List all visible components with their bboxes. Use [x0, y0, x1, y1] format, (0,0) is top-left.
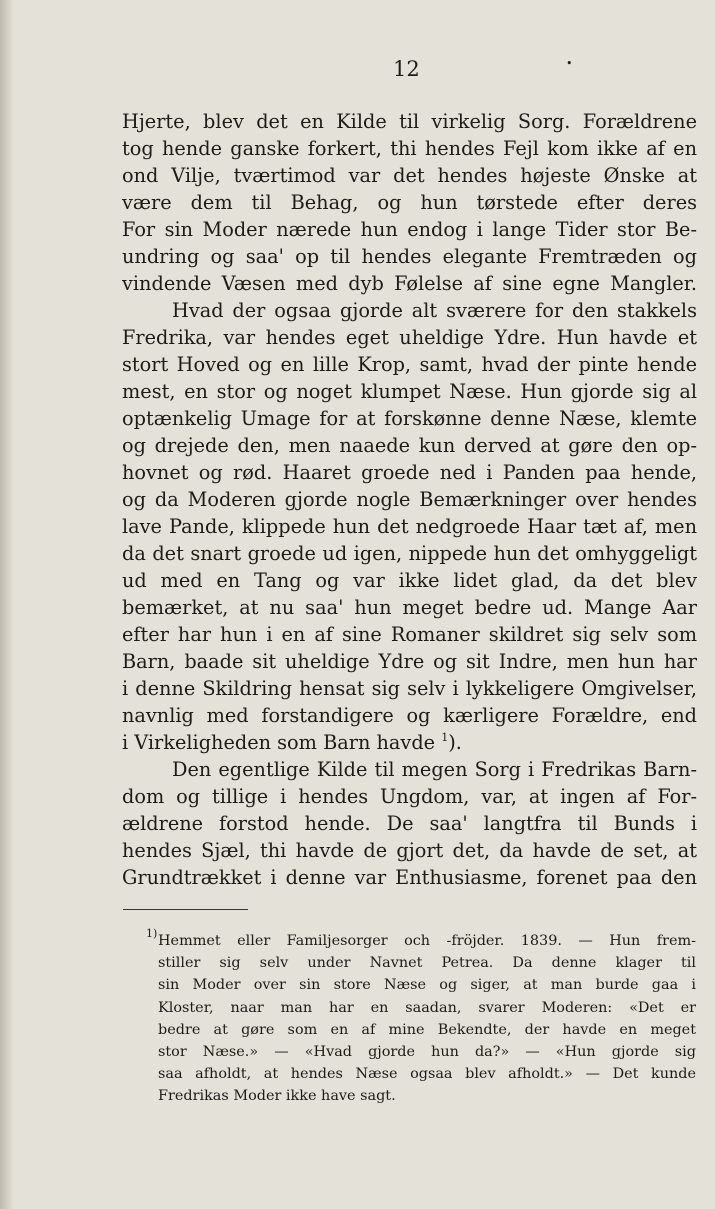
footnote-line: stiller sig selv under Navnet Petrea. Da denne klager til [158, 955, 696, 972]
footnote-reference-close: ). [448, 731, 462, 754]
text-line: lave Pande, klippede hun det nedgroede Haar tæt af, men [122, 515, 697, 538]
text-line: Grundtrækket i denne var Enthusiasme, forenet paa den [122, 866, 697, 889]
text-line: og drejede den, men naaede kun derved at gøre den op- [122, 434, 697, 457]
text-line: hovnet og rød. Haaret groede ned i Panden paa hende, [122, 461, 697, 484]
text-line: ud med en Tang og var ikke lidet glad, da det blev [122, 569, 697, 592]
footnote [158, 930, 696, 1108]
footnote-line: saa afholdt, at hendes Næse ogsaa blev afholdt.» — Det kunde [158, 1066, 696, 1083]
text-line: undring og saa' op til hendes elegante Fremtræden og [122, 245, 697, 268]
text-line: bemærket, at nu saa' hun meget bedre ud. Mange Aar [122, 596, 697, 619]
text-line: ældrene forstod hende. De saa' langtfra til Bunds i [122, 812, 697, 835]
footnote-line: bedre at gøre som en af mine Bekendte, der havde en meget [158, 1021, 696, 1038]
footnote-line: sin Moder over sin store Næse og siger, at man burde gaa i [158, 977, 696, 994]
footnote-marker: 1) [146, 927, 158, 940]
footnote-line: Fredrikas Moder ikke have sagt. [158, 1088, 396, 1105]
text-line: tog hende ganske forkert, thi hendes Fejl kom ikke af en [122, 137, 697, 160]
text-line: Hvad der ogsaa gjorde alt sværere for den stakkels [172, 299, 697, 322]
text-line: være dem til Behag, og hun tørstede efter deres [122, 191, 697, 214]
text-line: optænkelig Umage for at forskønne denne Næse, klemte [122, 407, 697, 430]
footnote-reference: 1 [441, 731, 449, 744]
page-number: 12 [393, 57, 420, 81]
footnote-line: Kloster, naar man har en saadan, svarer Moderen: «Det er [158, 999, 696, 1016]
text-line-with-footnote-ref [122, 729, 697, 756]
text-line: i Virkeligheden som Barn havde [122, 731, 436, 754]
text-line: og da Moderen gjorde nogle Bemærkninger over hendes [122, 488, 697, 511]
text-line: Barn, baade sit uheldige Ydre og sit Indre, men hun har [122, 650, 697, 673]
text-line: For sin Moder nærede hun endog i lange Tider stor Be- [122, 218, 697, 241]
text-line: navnlig med forstandigere og kærligere Forældre, end [122, 704, 697, 727]
text-line: Hjerte, blev det en Kilde til virkelig Sorg. Forældrene [122, 110, 697, 133]
text-line: hendes Sjæl, thi havde de gjort det, da havde de set, at [122, 839, 697, 862]
text-line: da det snart groede ud igen, nippede hun det omhyggeligt [122, 542, 697, 565]
text-line: efter har hun i en af sine Romaner skildret sig selv som [122, 623, 697, 646]
footnote-line: stor Næse.» — «Hvad gjorde hun da?» — «Hun gjorde sig [158, 1043, 696, 1060]
page-binding-edge [0, 0, 14, 1209]
text-line: i denne Skildring hensat sig selv i lykkeligere Omgivelser, [122, 677, 697, 700]
text-line: mest, en stor og noget klumpet Næse. Hun gjorde sig al [122, 380, 697, 403]
page-mark: • [566, 57, 573, 70]
footnote-line: Hemmet eller Familjesorger och -fröjder. 1839. — Hun frem- [158, 933, 696, 949]
text-line: Fredrika, var hendes eget uheldige Ydre. Hun havde et [122, 326, 697, 349]
text-line: dom og tillige i hendes Ungdom, var, at ingen af For- [122, 785, 697, 808]
text-line: vindende Væsen med dyb Følelse af sine egne Mangler. [122, 272, 697, 295]
footnote-divider [123, 909, 248, 910]
body-text [122, 108, 697, 891]
text-line: ond Vilje, tværtimod var det hendes højeste Ønske at [122, 164, 697, 187]
text-line: Den egentlige Kilde til megen Sorg i Fredrikas Barn- [172, 758, 697, 781]
text-line: stort Hoved og en lille Krop, samt, hvad der pinte hende [122, 353, 697, 376]
